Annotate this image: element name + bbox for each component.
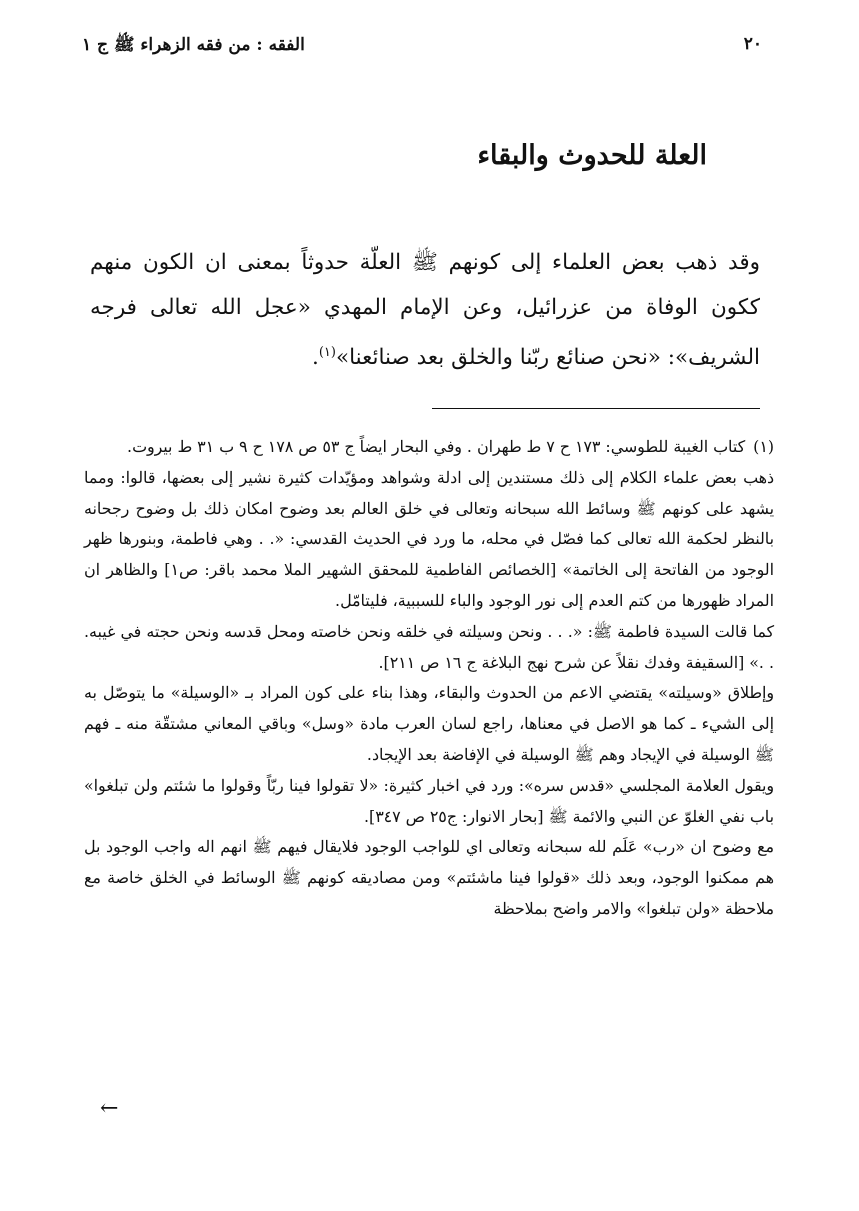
- footnote-separator: [432, 408, 760, 409]
- main-paragraph-text: وقد ذهب بعض العلماء إلى كونهم ﷺ العلّة حدوثاً بمعنى ان الكون منهم ككون الوفاة من عزرائيل، وعن الإمام المهدي «عجل الله تعالى فرجه الشريف»: «نحن صنائع ربّنا والخلق بعد صنائعنا»: [90, 250, 760, 371]
- page-number: ٢٠: [743, 34, 762, 54]
- footnote-paragraph: ذهب بعض علماء الكلام إلى ذلك مستندين إلى ادلة وشواهد ومؤيّدات كثيرة نشير إلى بعضها، قالوا: ومما يشهد على كونهم ﷺ وسائط الله سبحانه وتعالى في خلق العالم بعد وضوح امكان ذلك بل وضوح رجحانه بالنظر لحكمة الله تعالى كما فصّل في محله، ما ورد في الحديث القدسي: «. . وهي فاطمة، وبنورها ظهر الوجود من الفاتحة إلى الخاتمة» [الخصائص الفاطمية للمحقق الشهير الملا محمد باقر: ص١] والظاهر ان المراد ظهورها من كتم العدم إلى نور الوجود والباء للسببية، فليتامّل.: [84, 467, 774, 610]
- footnote-reference: (١): [318, 345, 336, 360]
- footnotes: [84, 432, 774, 925]
- footnote-marker: (١): [753, 437, 774, 456]
- page-header: [82, 34, 762, 62]
- footnote-1-text: كتاب الغيبة للطوسي: ١٧٣ ح ٧ ط طهران . وفي البحار ايضاً ج ٥٣ ص ١٧٨ ح ٩ ب ٣١ ط بيروت.: [127, 437, 746, 456]
- main-paragraph-ending: .: [311, 345, 319, 371]
- continuation-arrow-icon: ←: [100, 1096, 119, 1121]
- section-title: العلة للحدوث والبقاء: [477, 140, 707, 171]
- footnote-paragraph: مع وضوح ان «رب» عَلَم لله سبحانه وتعالى اي للواجب الوجود فلايقال فيهم ﷺ انهم اله واجب الوجود بل هم ممكنوا الوجود، وبعد ذلك «قولوا فينا ماشئتم» ومن مصاديقه كونهم ﷺ الوسائط في الخلق خاصة مع ملاحظة «ولن تبلغوا» والامر واضح بملاحظة: [84, 837, 774, 918]
- footnote-paragraph: ويقول العلامة المجلسي «قدس سره»: ورد في اخبار كثيرة: «لا تقولوا فينا ربّاً وقولوا ما شئتم ولن تبلغوا» باب نفي الغلوّ عن النبي والائمة ﷺ [بحار الانوار: ج٢٥ ص ٣٤٧].: [84, 775, 774, 826]
- footnote-paragraph: وإطلاق «وسيلته» يقتضي الاعم من الحدوث والبقاء، وهذا بناء على كون المراد بـ «الوسيلة» ما يتوصّل به إلى الشيء ـ كما هو الاصل في معناها، راجع لسان العرب مادة «وسل» وباقي المعاني مشتقّة منه ـ فهم ﷺ الوسيلة في الإيجاد وهم ﷺ الوسيلة في الإفاضة بعد الإيجاد.: [84, 683, 774, 764]
- main-paragraph: [90, 240, 760, 380]
- running-title: الفقه : من فقه الزهراء ﷺ ج ١: [82, 35, 305, 55]
- main-body: [90, 240, 760, 380]
- footnote-1: [84, 432, 774, 463]
- footnote-paragraph: كما قالت السيدة فاطمة ﷺ: «. . . ونحن وسيلته في خلقه ونحن خاصته ومحل قدسه ونحن حجته في غيبه. . .» [السقيفة وفدك نقلاً عن شرح نهج البلاغة ج ١٦ ص ٢١١].: [84, 621, 774, 672]
